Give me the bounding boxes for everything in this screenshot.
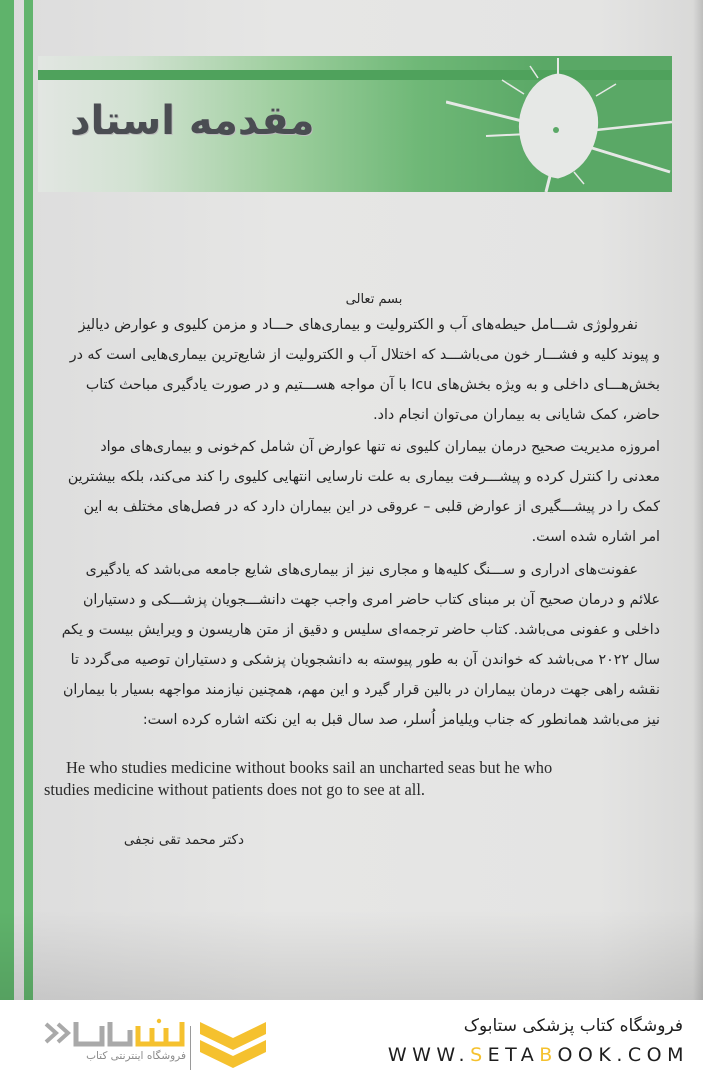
setabook-chevron-logo-icon (200, 1022, 266, 1072)
paragraph-line: و پیوند کلیه و فشـــار خون می‌باشـــد که اختلال آب و الکترولیت از شایع‌ترین بیماری‌هایی است که در (69, 347, 660, 363)
setabook-wordmark-icon (42, 1016, 186, 1050)
quote-line: studies medicine without patients does not go to see at all. (44, 780, 426, 799)
paragraph-line: نفرولوژی شـــامل حیطه‌های آب و الکترولیت و بیماری‌های حـــاد و مزمن کلیوی و عوارض دیالیز (78, 317, 638, 333)
author-signature: دکتر محمد تقی نجفی (123, 832, 244, 848)
paragraph-line: امروزه مدیریت صحیح درمان بیماران کلیوی نه تنها عوارض آن شامل کم‌خونی و بیماری‌های مواد (100, 439, 660, 455)
url-part: OOK.COM (557, 1044, 689, 1066)
page-border-stripe-outer (0, 0, 14, 1000)
url-part: WWW. (387, 1044, 471, 1066)
ink-splash-icon (446, 58, 672, 192)
watermark-footer (0, 1000, 703, 1079)
page-edge-shadow (693, 0, 703, 1000)
paragraph-line: علائم و درمان صحیح آن بر مبنای کتاب حاضر امری واجب جهت دانشـــجویان پزشـــکی و دستیاران (82, 592, 660, 608)
paragraph-line: حاضر، کمک شایانی به بیماران می‌توان انجام داد. (373, 407, 660, 423)
logo-divider (190, 1026, 191, 1070)
logo-subtitle: فروشگاه اینترنتی کتاب (86, 1050, 186, 1062)
paragraph-3 (48, 555, 660, 735)
paragraph-line: نقشه راهی جهت درمان بیماران در بالین قرار گیرد و این مهم، همچنین نیازمند مواجهه بسیار با بیماران (62, 682, 660, 698)
store-name: فروشگاه کتاب پزشکی ستابوک (463, 1016, 683, 1036)
paragraph-line: عفونت‌های ادراری و ســـنگ کلیه‌ها و مجاری نیز از بیماری‌های شایع جامعه می‌باشد که یادگیری (85, 562, 638, 578)
url-part: ETA (487, 1044, 540, 1066)
paragraph-line: بخش‌هـــای داخلی و به ویژه بخش‌های Icu با آن مواجه هســـتیم و در صورت یادگیری مباحث کتاب (85, 377, 660, 393)
paragraph-line: داخلی و عفونی می‌باشد. کتاب حاضر ترجمه‌ای سلیس و دقیق از متن هاریسون و ویرایش بیست و یکم (61, 622, 660, 638)
osler-quote (44, 757, 604, 801)
greeting: بسم تعالی (345, 292, 403, 307)
url-part-highlight: B (539, 1044, 558, 1066)
paragraph-line: کمک را در پیشـــگیری از عوارض قلبی – عروقی در این بیماران دارد که در فصل‌های مختلف به این (83, 499, 660, 515)
paragraph-line: سال ۲۰۲۲ می‌باشد که خواندن آن به طور پیوسته به دانشجویان پزشکی و دستیاران توصیه می‌گردد تا (70, 652, 660, 668)
paragraph-line: معدنی را کنترل کرده و پیشـــرفت بیماری به علت نارسایی انتهایی کلیوی را کند می‌کند، بلکه بیشترین (67, 469, 660, 485)
paragraph-1 (48, 310, 660, 430)
paragraph-line: امر اشاره شده است. (531, 529, 660, 545)
page-title: مقدمه استاد (70, 98, 315, 144)
page-border-stripe-inner (24, 0, 33, 1000)
paragraph-2 (48, 432, 660, 552)
url-part-highlight: S (470, 1044, 488, 1066)
quote-line: He who studies medicine without books sail an uncharted seas but he who (66, 758, 553, 777)
store-url[interactable] (388, 1044, 689, 1066)
paragraph-line: نیز می‌باشد همانطور که جناب ویلیامز اُسلر، صد سال قبل به این نکته اشاره کرده است: (142, 712, 660, 728)
